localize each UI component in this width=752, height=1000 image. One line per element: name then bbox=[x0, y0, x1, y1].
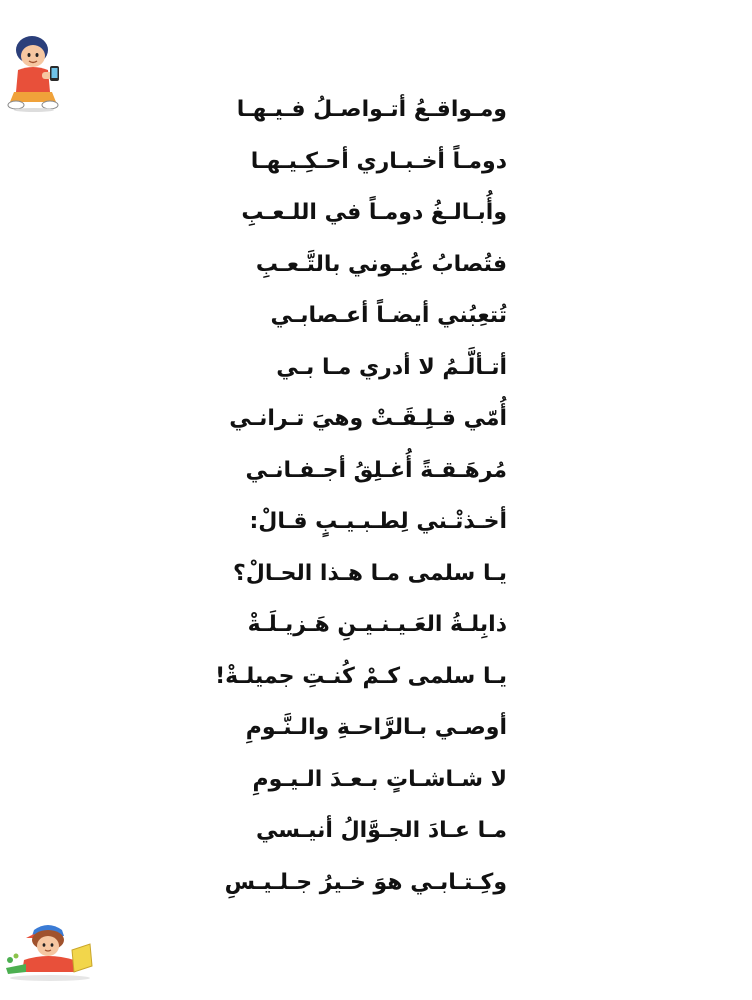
poem-verse-2: دومـاً أخـبـاري أحـكِـيـهـا bbox=[250, 148, 507, 174]
poem-verse-6: أتـألَّـمُ لا أدري مـا بـي bbox=[276, 354, 507, 380]
poem-verse-14: لا شـاشـاتٍ بـعـدَ الـيـومِ bbox=[252, 766, 507, 792]
poem-verse-11: ذابِلـةُ العَـيـنـيـنِ هَـزيـلَـةْ bbox=[247, 612, 507, 637]
poem-verse-3: وأُبـالـغُ دومـاً في اللـعـبِ bbox=[241, 200, 507, 225]
poem-verse-7: أُمّي قـلِـقَـتْ وهيَ تـرانـي bbox=[229, 406, 507, 431]
poem-verses bbox=[207, 84, 507, 908]
poem-verse-10: يـا سلمى مـا هـذا الحـالْ؟ bbox=[232, 560, 507, 586]
poem-verse-13: أوصـي بـالرَّاحـةِ والـنَّـومِ bbox=[245, 715, 507, 740]
boy-with-phone-icon bbox=[6, 30, 68, 114]
poem-verse-4: فتُصابُ عُيـوني بالتَّـعـبِ bbox=[255, 251, 507, 277]
girl-reading-book-icon bbox=[4, 920, 96, 982]
poem-verse-8: مُرهَـقـةً أُغـلِقُ أجـفـانـي bbox=[245, 457, 507, 483]
poem-verse-9: أخـذتْـني لِطـبـيـبٍ قـالْ: bbox=[249, 509, 507, 534]
poem-verse-15: مـا عـادَ الجـوَّالُ أنيـسي bbox=[255, 818, 507, 843]
poem-verse-5: تُتعِبُني أيضـاً أعـصابـي bbox=[270, 303, 507, 328]
poem-verse-16: وكِـتـابـي هوَ خـيرُ جـلـيـسِ bbox=[224, 869, 507, 895]
poem-verse-12: يـا سلمى كـمْ كُنـتِ جميلـةْ! bbox=[215, 663, 507, 689]
poem-verse-1: ومـواقـعُ أتـواصـلُ فـيـهـا bbox=[236, 97, 507, 122]
